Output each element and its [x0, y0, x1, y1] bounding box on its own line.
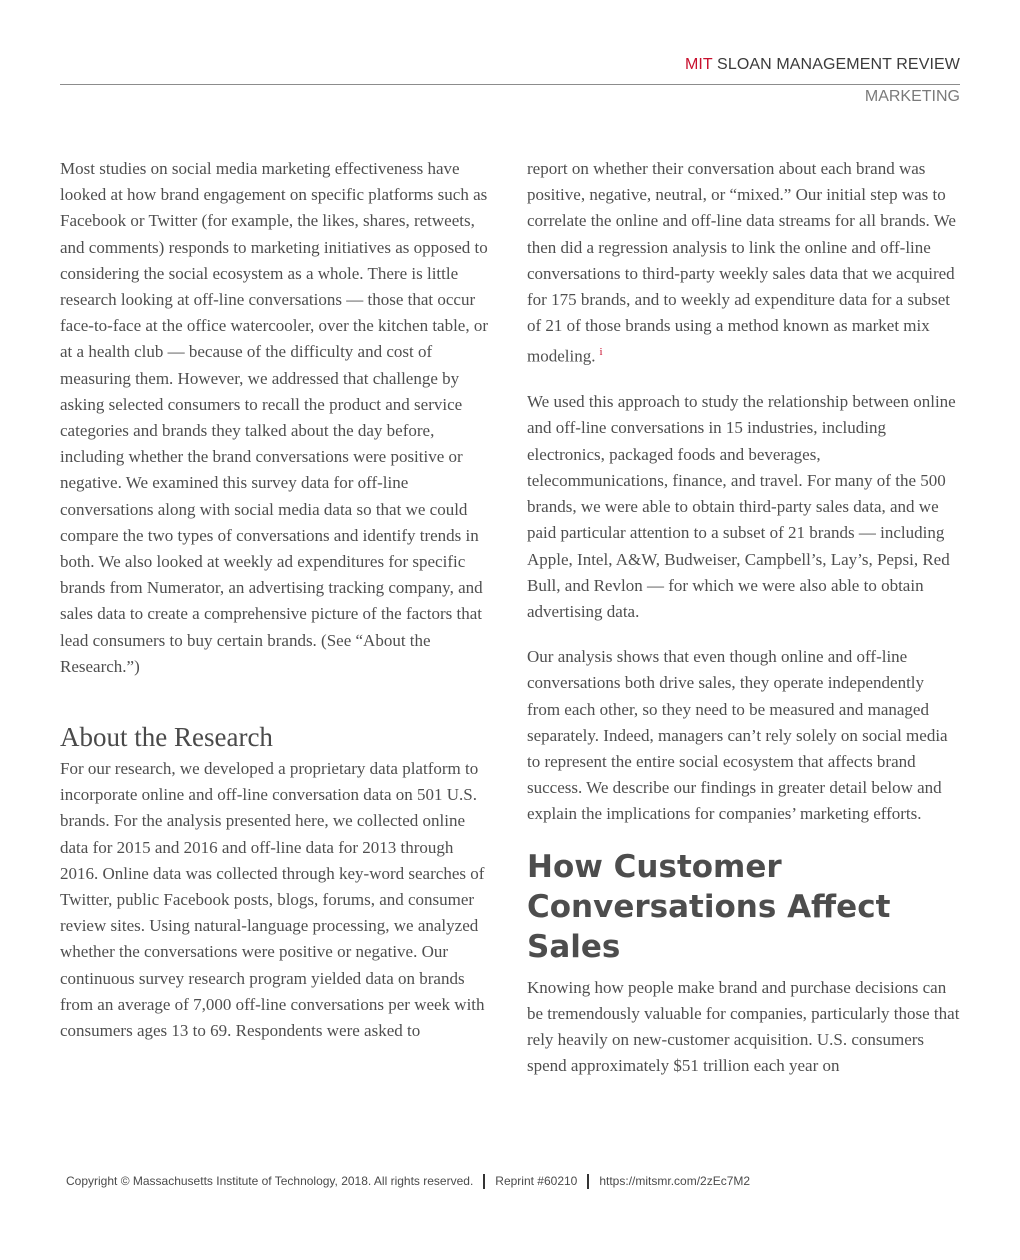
intro-paragraph: Most studies on social media marketing effectiveness have looked at how brand engagement on specific platforms such as Facebook or Twitter (for example, the likes, shares, retweets, and comments) responds to marketing initiatives as opposed to considering the social ecosystem as a whole. There is little research looking at off-line conversations — those that occur face-to-face at the office watercooler, over the kitchen table, or at a health club — because of the difficulty and cost of measuring them. However, we addressed that challenge by asking selected consumers to recall the product and service categories and brands they talked about the day before, including whether the brand conversations were positive or negative. We examined this survey data for off-line conversations along with social media data so that we could compare the two types of conversations and identify trends in both. We also looked at weekly ad expenditures for specific brands from Numerator, an advertising tracking company, and sales data to create a comprehensive picture of the factors that lead consumers to buy certain brands. (See “About the Research.”) [60, 159, 489, 676]
reprint-number: Reprint #60210 [495, 1174, 578, 1188]
footer [66, 1174, 750, 1189]
reprint-url[interactable]: https://mitsmr.com/2zEc7M2 [599, 1174, 751, 1188]
methodology-text: report on whether their conversation about each brand was positive, negative, neutral, or “mixed.” Our initial step was to correlate the online and off-line data streams for all brands. We then did a regression analysis to link the online and off-line conversations to third-party weekly sales data that we acquired for 175 brands, and to weekly ad expenditure data for a subset of 21 of those brands using a method known as market mix modeling. [527, 159, 956, 367]
header-divider [60, 84, 960, 85]
purchase-decisions-paragraph: Knowing how people make brand and purchase decisions can be tremendously valuable for companies, particularly those that rely heavily on new-customer acquisition. U.S. consumers spend approximately $51 trillion each year on [527, 977, 960, 1076]
masthead [685, 56, 960, 74]
endnote-link[interactable]: i [599, 346, 603, 359]
section-label: MARKETING [864, 88, 960, 105]
analysis-paragraph: Our analysis shows that even though online and off-line conversations both drive sales, they operate independently from each other, so they need to be measured and managed separately. Indeed, managers can’t rely solely on social media to represent the entire social ecosystem that affects brand success. We describe our findings in greater detail below and explain the implications for companies’ marketing efforts. [527, 647, 948, 824]
left-column [60, 156, 494, 1063]
industries-paragraph: We used this approach to study the relationship between online and off-line conversations in 15 industries, including electronics, packaged foods and beverages, telecommunications, finance, and travel. For many of the 500 brands, we were able to obtain third-party sales data, and we paid particular attention to a subset of 21 brands — including Apple, Intel, A&W, Budweiser, Campbell’s, Lay’s, Pepsi, Red Bull, and Revlon — for which we were also able to obtain advertising data. [527, 392, 956, 621]
methodology-paragraph [527, 156, 961, 370]
footer-separator [587, 1174, 589, 1189]
masthead-title: SLOAN MANAGEMENT REVIEW [712, 56, 960, 73]
footer-separator [483, 1174, 485, 1189]
about-research-body: For our research, we developed a proprietary data platform to incorporate online and off-line conversation data on 501 U.S. brands. For the analysis presented here, we collected online data for 2015 and 2016 and off-line data for 2013 through 2016. Online data was collected through key-word searches of Twitter, public Facebook posts, blogs, forums, and consumer review sites. Using natural-language processing, we analyzed whether the conversations were positive or negative. Our continuous survey research program yielded data on brands from an average of 7,000 off-line conversations per week with consumers ages 13 to 69. Respondents were asked to [60, 759, 485, 1041]
about-research-heading: About the Research [60, 722, 273, 753]
copyright-text: Copyright © Massachusetts Institute of Technology, 2018. All rights reserved. [66, 1174, 474, 1188]
masthead-mit: MIT [684, 56, 713, 73]
section-heading: How Customer Conversations Affect Sales [527, 848, 891, 965]
right-column [527, 156, 961, 1098]
